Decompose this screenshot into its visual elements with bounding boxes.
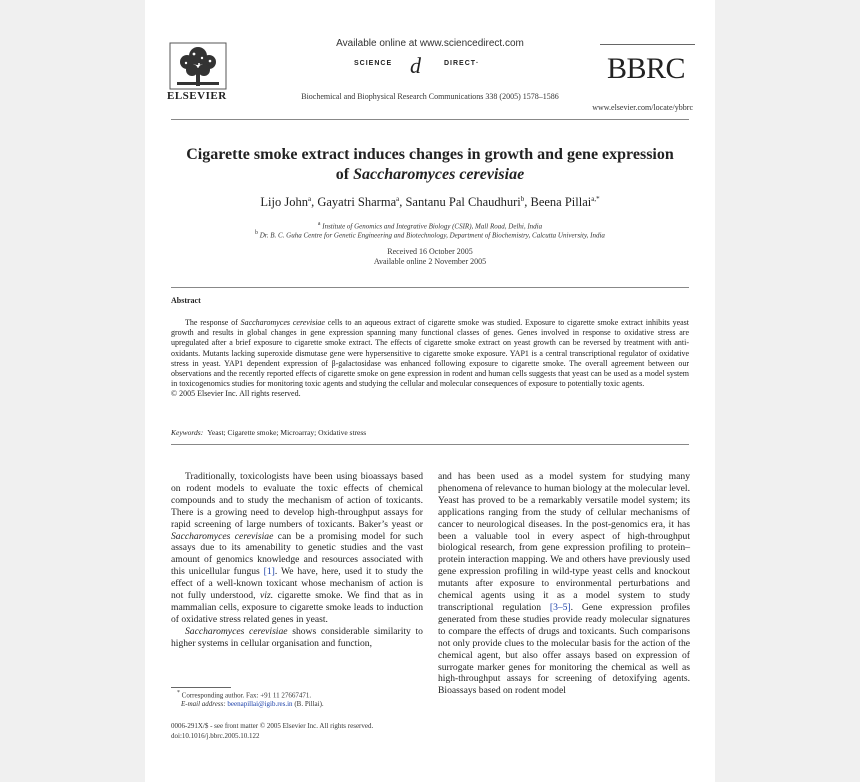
body-paragraph [171,626,423,650]
corresponding-sup: * [177,690,180,696]
body-text: . Gene expression profiles generated from these studies provide ready molecular signatures to compare the effects of drugs and toxicants. Such comparisons not only provide clues to the molecular basis for the action of the chemical agent, but also offer assays based on expression of surrogate marker genes for monitoring the chemical as well as high-throughput assays for screening of detoxifying agents. Bioassays based on rodent model [438,601,690,697]
doi-line[interactable]: doi:10.1016/j.bbrc.2005.10.122 [171,732,260,740]
author-sep: , [524,195,531,210]
sciencedirect-mark-icon: d [410,53,421,78]
author-list [145,195,715,210]
journal-logo-rule [600,44,695,45]
abstract-bottom-divider [171,444,689,445]
body-paragraph [438,471,690,697]
keywords [171,428,689,437]
email-suffix: (B. Pillai). [292,700,324,708]
author-3[interactable]: Santanu Pal Chaudhuri [405,195,521,210]
keywords-label: Keywords: [171,428,204,437]
body-text: cigarette smoke. We find that as in mammalian cells, exposure to cigarette smoke leads to induction of oxidative stress related genes in yeast. [171,590,423,625]
affiliation-a-sup: a [317,221,321,227]
sciencedirect-logo [350,53,510,79]
author-1-sup: a [307,195,312,203]
keywords-list: Yeast; Cigarette smoke; Microarray; Oxidative stress [207,428,367,437]
title-line-1: Cigarette smoke extract induces changes in growth and gene expression [186,146,674,163]
footnote-divider [171,687,231,688]
abstract-copyright: © 2005 Elsevier Inc. All rights reserved. [171,389,301,399]
author-4-sup: a,* [591,195,600,203]
email-label: E-mail address: [181,700,226,708]
available-date: Available online 2 November 2005 [373,257,487,266]
citation-link[interactable]: [1] [263,566,275,578]
journal-citation: Biochemical and Biophysical Research Communications 338 (2005) 1578–1586 [301,92,559,101]
body-species: Saccharomyces cerevisiae [171,530,274,542]
article-title [165,145,695,185]
abstract-top-divider [171,287,689,288]
available-online-text: Available online at www.sciencedirect.com [336,38,524,49]
email-link[interactable]: beenapillai@igib.res.in [227,700,293,708]
body-column-left [171,471,423,650]
author-2-sup: a [396,195,400,203]
abstract-species: Saccharomyces cerevisiae [240,318,325,327]
body-text: can be a promising model for such assays due to its amenability to genetic studies and the vast amount of genomics knowledge and resources associated with this unicellular fungus [171,530,423,578]
author-sep: , [311,195,318,210]
abstract-body: cells to an aqueous extract of cigarette smoke was studied. Exposure to cigarette smoke extract inhibits yeast growth and results in global changes in gene expression spanning many functional classes of genes. Genes involved in response to oxidative stress are upregulated after a brief exposure to cigarette smoke extract. The effects of cigarette smoke extract on yeast growth can be reversed by treatment with anti-oxidants. Mutants lacking superoxide dismutase gene were hypersensitive to cigarette smoke exposure. YAP1 is a central transcriptional regulator of oxidative stress in yeast. YAP1 dependent expression of β-galactosidase was enhanced following exposure to cigarette smoke. The overall agreement between our observations and the recently reported effects of cigarette smoke on gene expression in rodent and human cells suggests that yeast can be used as a model system in toxicogenomics studies for monitoring toxic agents and studying the cellular and molecular consequences of exposure to potentially toxic agents. [171,318,690,389]
header-divider [171,119,689,120]
email-note [171,700,441,708]
sciencedirect-right: DIRECT· [444,60,480,67]
sciencedirect-left: SCIENCE [354,60,393,67]
title-line-2-prefix: of [335,166,354,183]
author-sep: , [399,195,406,210]
journal-url[interactable]: www.elsevier.com/locate/ybbrc [592,103,693,112]
affiliation-b [145,230,715,239]
body-viz: viz. [260,590,274,602]
citation-link[interactable]: [3–5] [549,601,571,613]
author-3-sup: b [520,195,525,203]
body-paragraph [171,471,423,626]
body-text: . We have, here, used it to study the effect of a well-known toxicant whose mechanism of action is not fully understood, [171,566,423,602]
corresponding-text: Corresponding author. Fax: +91 11 27667471. [181,691,312,700]
body-text: shows considerable similarity to higher systems in cellular organisation and function, [171,625,423,649]
author-4[interactable]: Beena Pillai [530,195,592,210]
affiliation-b-sup: b [255,230,258,236]
title-line-2-species: Saccharomyces cerevisiae [353,166,525,183]
affiliation-b-text: Dr. B. C. Guha Centre for Genetic Engineering and Biotechnology, Department of Biochemistry, Calcutta University, India [259,231,605,240]
abstract-prefix: The response of [185,318,241,327]
body-text: and has been used as a model system for studying many phenomena of relevance to human biology at the molecular level. Yeast has proved to be a remarkably versatile model system; its applications ranging from the study of cellular mechanisms of cancer to neurological diseases. In the post-genomics era, it has been a valuable tool in every aspect of high-throughput biological research, from gene expression profiling to protein–protein interaction mapping. We and others have previously used gene expression profiling in wild-type yeast cells and knockout mutants after exposure to environmental perturbations and chemical agents using it as a model system to study transcriptional regulation [438,471,690,613]
body-species: Saccharomyces cerevisiae [185,625,288,637]
affiliation-a [145,221,715,230]
abstract-text [171,318,689,400]
author-1[interactable]: Lijo John [260,195,308,210]
received-date: Received 16 October 2005 [387,247,473,256]
issn-line: 0006-291X/$ - see front matter © 2005 Elsevier Inc. All rights reserved. [171,722,374,730]
article-page [145,0,715,782]
affiliation-a-text: Institute of Genomics and Integrative Biology (CSIR), Mall Road, Delhi, India [322,222,543,231]
author-2[interactable]: Gayatri Sharma [317,195,397,210]
abstract-heading: Abstract [171,296,201,305]
journal-logo: BBRC [607,52,686,85]
corresponding-author-note [171,690,431,699]
body-text: Traditionally, toxicologists have been using bioassays based on rodent models to evaluate the toxic effects of chemical compounds and to study the mechanism of action of toxicants. There is a growing need to develop high-throughput assays for rapid screening of large numbers of toxicants. Baker’s yeast or [171,471,423,530]
elsevier-wordmark: ELSEVIER [167,90,227,102]
body-column-right [438,471,690,697]
